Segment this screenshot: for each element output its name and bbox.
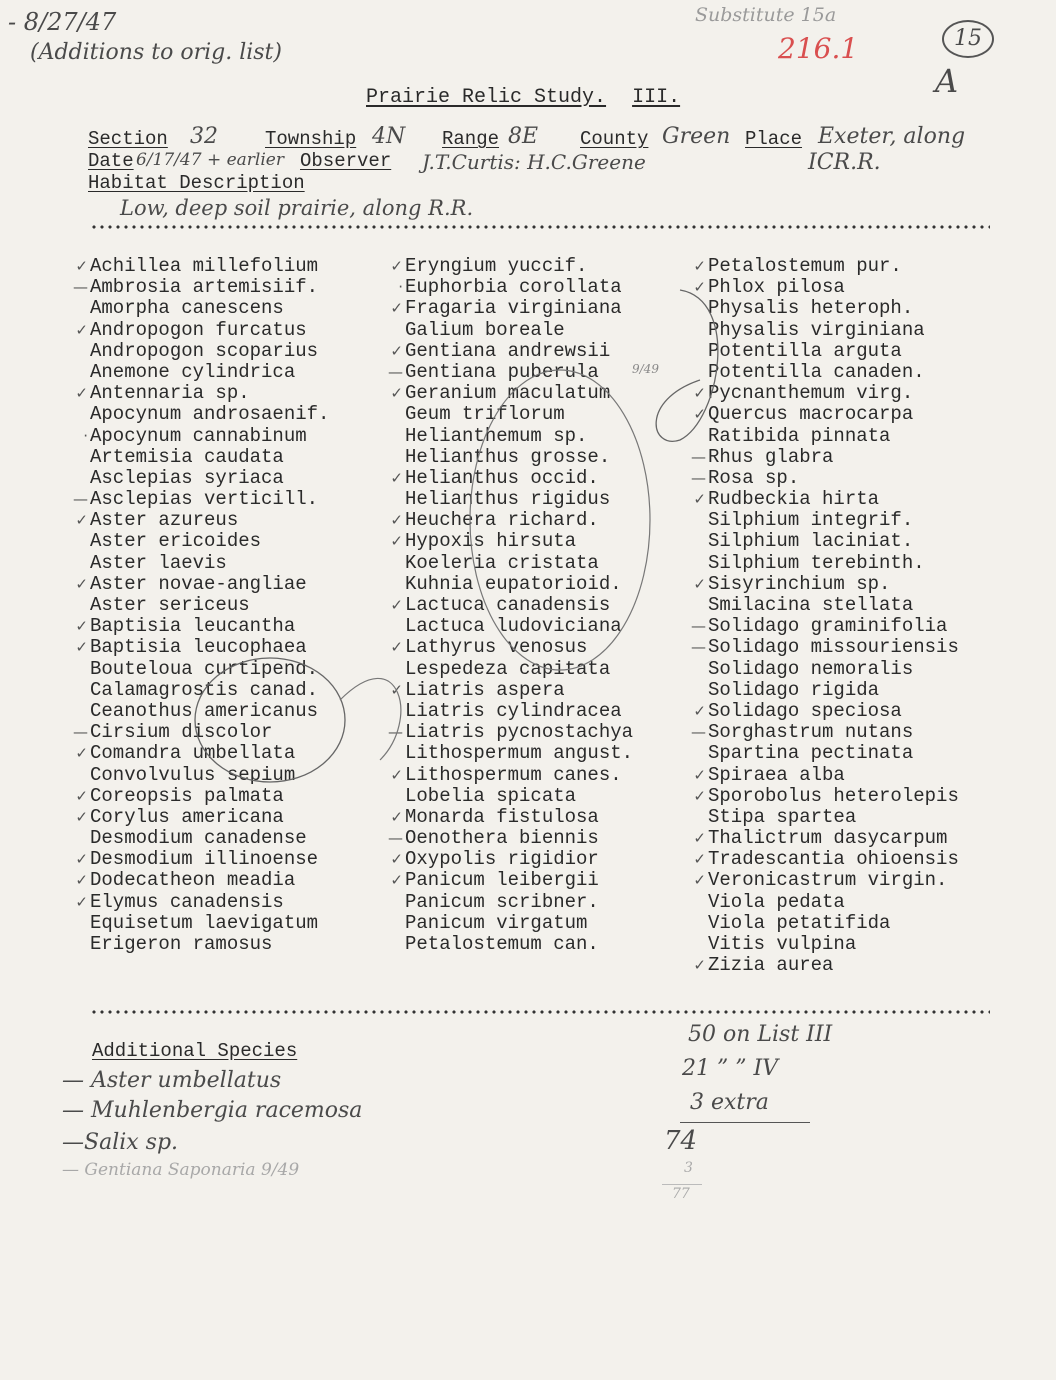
species-name: Solidago nemoralis: [708, 657, 914, 680]
species-row: [390, 297, 633, 320]
check-mark-icon: ✓: [390, 384, 403, 403]
species-name: Panicum virgatum: [405, 911, 588, 934]
check-mark-icon: ·: [398, 278, 403, 297]
species-row: [708, 510, 959, 531]
species-row: [90, 447, 329, 468]
species-row: [693, 572, 959, 595]
species-row: [693, 827, 959, 850]
title-text: Prairie Relic Study.: [366, 86, 607, 109]
species-row: [693, 784, 959, 807]
check-mark-icon: ✓: [390, 532, 403, 551]
species-name: Zizia aurea: [708, 954, 834, 977]
substitute-note: Substitute 15a: [695, 4, 837, 26]
species-name: Rhus glabra: [708, 445, 834, 468]
species-name: Aster ericoides: [90, 530, 262, 553]
species-row: [90, 934, 329, 955]
species-row: [693, 699, 959, 722]
species-row: [693, 763, 959, 786]
species-row: [693, 869, 959, 892]
species-row: [390, 466, 633, 489]
check-mark-icon: ✓: [75, 574, 88, 593]
check-mark-icon: ✓: [390, 596, 403, 614]
species-row: [405, 743, 633, 764]
species-name: Lespedeza capitata: [405, 657, 611, 680]
species-row: [75, 572, 329, 595]
species-name: Eryngium yuccif.: [405, 255, 588, 277]
tally-rule: [680, 1122, 810, 1123]
tally-line-2: 21 ” ” IV: [682, 1056, 779, 1081]
species-name: Petalostemum pur.: [708, 255, 902, 277]
species-row: [73, 721, 329, 744]
check-mark-icon: —: [691, 447, 706, 466]
page-title: [366, 86, 680, 109]
tally-line-3: 3 extra: [690, 1090, 769, 1115]
species-name: Comandra umbellata: [90, 742, 296, 765]
species-name: Liatris aspera: [405, 678, 565, 701]
species-name: Helianthus rigidus: [405, 488, 611, 511]
species-name: Sisyrinchium sp.: [708, 572, 891, 595]
species-row: [708, 680, 959, 701]
check-mark-icon: ✓: [75, 617, 88, 636]
species-column-3: [691, 255, 959, 977]
species-name: Desmodium illinoense: [90, 848, 319, 871]
species-row: [390, 530, 633, 553]
species-row: [90, 659, 329, 680]
species-row: [390, 763, 633, 786]
species-row: [75, 318, 329, 341]
species-name: Ceanothus americanus: [90, 699, 319, 722]
species-row: [708, 426, 959, 447]
divider-bottom: [90, 1010, 990, 1014]
species-name: Andropogon scoparius: [90, 339, 319, 362]
check-mark-icon: ✓: [390, 341, 403, 360]
species-name: Apocynum cannabinum: [90, 424, 307, 447]
township-value: 4N: [372, 124, 406, 149]
species-name: Rosa sp.: [708, 466, 800, 489]
additional-item: —Salix sp.: [62, 1130, 179, 1155]
observer-label: Observer: [300, 150, 392, 172]
species-name: Heuchera richard.: [405, 509, 599, 532]
species-name: Spartina pectinata: [708, 742, 914, 765]
species-name: Baptisia leucantha: [90, 615, 296, 638]
species-name: Cirsium discolor: [90, 721, 273, 744]
check-mark-icon: —: [388, 829, 403, 848]
check-mark-icon: —: [691, 468, 706, 487]
tally-small-add: 3: [684, 1160, 693, 1176]
species-row: [691, 615, 959, 638]
species-name: Geum triflorum: [405, 403, 565, 426]
check-mark-icon: ✓: [693, 384, 706, 403]
species-row: [90, 404, 329, 425]
species-row: [691, 466, 959, 489]
top-left-note: (Additions to orig. list): [30, 40, 282, 65]
species-row: [405, 913, 633, 934]
species-row: [405, 701, 633, 722]
species-row: [388, 721, 634, 744]
additional-item: — Aster umbellatus: [62, 1068, 282, 1093]
species-row: [73, 276, 329, 299]
species-name: Solidago missouriensis: [708, 636, 959, 659]
species-name: Antennaria sp.: [90, 382, 250, 405]
check-mark-icon: —: [73, 723, 88, 742]
species-row: [693, 276, 959, 299]
species-name: Helianthemum sp.: [405, 424, 588, 447]
species-row: [75, 742, 329, 765]
species-row: [708, 298, 959, 319]
county-value: Green: [662, 124, 731, 149]
species-name: Lithospermum angust.: [405, 742, 634, 765]
species-row: [405, 426, 633, 447]
species-row: [75, 848, 329, 871]
habitat-value: Low, deep soil prairie, along R.R.: [120, 196, 474, 220]
species-name: Quercus macrocarpa: [708, 403, 914, 426]
species-name: Sorghastrum nutans: [708, 721, 914, 744]
species-row: [405, 892, 633, 913]
check-mark-icon: ✓: [75, 638, 88, 657]
habitat-label: Habitat Description: [88, 172, 305, 194]
species-row: [693, 848, 959, 871]
species-row: [693, 255, 959, 277]
species-name: Solidago speciosa: [708, 699, 902, 722]
species-name: Gentiana andrewsii: [405, 339, 611, 362]
species-row: [75, 890, 329, 913]
species-row: [405, 404, 633, 425]
species-name: Potentilla arguta: [708, 339, 902, 362]
species-name: Galium boreale: [405, 318, 565, 341]
species-row: [90, 913, 329, 934]
species-name: Baptisia leucophaea: [90, 636, 307, 659]
species-row: [390, 509, 633, 532]
species-row: [90, 531, 329, 552]
species-column-1: [73, 255, 330, 955]
check-mark-icon: —: [691, 617, 706, 636]
check-mark-icon: ✓: [693, 956, 706, 975]
species-name: Coreopsis palmata: [90, 784, 284, 807]
top-left-date: - 8/27/47: [8, 8, 117, 36]
check-mark-icon: —: [73, 490, 88, 509]
species-row: [708, 743, 959, 764]
species-row: [83, 424, 329, 447]
species-name: Lithospermum canes.: [405, 763, 622, 786]
species-row: [390, 678, 633, 701]
species-row: [405, 553, 633, 574]
species-row: [90, 765, 329, 786]
species-name: Lactuca canadensis: [405, 594, 611, 616]
section-label: Section: [88, 128, 168, 150]
species-name: Helianthus grosse.: [405, 445, 611, 468]
check-mark-icon: ✓: [390, 807, 403, 826]
species-name: Ratibida pinnata: [708, 424, 891, 447]
check-mark-icon: ✓: [75, 892, 88, 911]
gentiana-margin-date: 9/49: [632, 362, 659, 376]
tally-small-rule: [662, 1184, 702, 1185]
species-row: [405, 616, 633, 637]
check-mark-icon: —: [388, 723, 403, 742]
species-row: [405, 659, 633, 680]
species-name: Bouteloua curtipend.: [90, 657, 319, 680]
species-name: Spiraea alba: [708, 763, 845, 786]
species-row: [405, 574, 633, 595]
additional-item: — Gentiana Saponaria 9/49: [62, 1160, 300, 1180]
check-mark-icon: ✓: [693, 829, 706, 848]
species-name: Desmodium canadense: [90, 827, 307, 850]
species-name: Helianthus occid.: [405, 466, 599, 489]
species-name: Physalis heteroph.: [708, 297, 914, 320]
species-name: Physalis virginiana: [708, 318, 925, 341]
species-row: [390, 869, 633, 892]
species-row: [708, 934, 959, 955]
species-name: Silphium laciniat.: [708, 530, 914, 553]
species-name: Ambrosia artemisiif.: [90, 276, 319, 299]
observer-value: J.T.Curtis: H.C.Greene: [422, 150, 646, 174]
divider-top: [90, 225, 990, 229]
species-name: Convolvulus sepium: [90, 763, 296, 786]
species-row: [73, 488, 329, 511]
species-name: Aster novae-angliae: [90, 572, 307, 595]
species-name: Stipa spartea: [708, 805, 857, 828]
species-name: Solidago rigida: [708, 678, 880, 701]
species-row: [398, 276, 633, 299]
check-mark-icon: —: [388, 362, 403, 381]
species-row: [90, 680, 329, 701]
species-name: Solidago graminifolia: [708, 615, 948, 638]
species-name: Kuhnia eupatorioid.: [405, 572, 622, 595]
check-mark-icon: —: [73, 278, 88, 297]
check-mark-icon: ✓: [75, 511, 88, 530]
range-value: 8E: [508, 124, 539, 149]
tally-line-1: 50 on List III: [688, 1022, 833, 1047]
species-name: Aster sericeus: [90, 594, 250, 616]
check-mark-icon: ✓: [693, 278, 706, 297]
check-mark-icon: —: [691, 638, 706, 657]
species-row: [75, 869, 329, 892]
species-column-2: [388, 255, 634, 955]
species-name: Liatris cylindracea: [405, 699, 622, 722]
place-label: Place: [745, 128, 803, 150]
species-row: [75, 615, 329, 638]
species-name: Silphium terebinth.: [708, 551, 925, 574]
species-row: [708, 913, 959, 934]
species-name: Smilacina stellata: [708, 594, 914, 616]
species-name: Amorpha canescens: [90, 297, 284, 320]
check-mark-icon: ✓: [390, 299, 403, 318]
species-name: Aster azureus: [90, 509, 239, 532]
check-mark-icon: ✓: [693, 786, 706, 805]
species-name: Oenothera biennis: [405, 827, 599, 850]
circled-number-text: 15: [954, 26, 982, 51]
species-name: Veronicastrum virgin.: [708, 869, 948, 892]
species-name: Liatris pycnostachya: [405, 721, 634, 744]
species-name: Thalictrum dasycarpum: [708, 827, 948, 850]
species-row: [708, 320, 959, 341]
check-mark-icon: ✓: [390, 680, 403, 699]
species-row: [90, 341, 329, 362]
check-mark-icon: ✓: [75, 850, 88, 869]
species-row: [390, 382, 633, 405]
check-mark-icon: ✓: [693, 257, 706, 275]
species-row: [708, 659, 959, 680]
species-row: [691, 636, 959, 659]
species-row: [90, 362, 329, 383]
species-row: [693, 954, 959, 977]
species-name: Panicum leibergii: [405, 869, 599, 892]
species-row: [75, 636, 329, 659]
species-row: [390, 848, 633, 871]
section-value: 32: [190, 124, 218, 149]
date-label: Date: [88, 150, 134, 172]
species-row: [90, 553, 329, 574]
additional-item: — Muhlenbergia racemosa: [62, 1098, 363, 1123]
species-name: Sporobolus heterolepis: [708, 784, 959, 807]
species-name: Euphorbia corollata: [405, 276, 622, 299]
species-name: Lactuca ludoviciana: [405, 615, 622, 638]
tally-small-total: 77: [672, 1186, 690, 1202]
species-row: [90, 298, 329, 319]
species-name: Viola pedata: [708, 890, 845, 913]
check-mark-icon: ✓: [75, 786, 88, 805]
township-label: Township: [265, 128, 357, 150]
species-name: Asclepias syriaca: [90, 466, 284, 489]
species-row: [708, 595, 959, 616]
check-mark-icon: ✓: [693, 765, 706, 784]
species-row: [693, 403, 959, 426]
check-mark-icon: ✓: [693, 850, 706, 869]
species-name: Apocynum androsaenif.: [90, 403, 330, 426]
species-row: [708, 362, 959, 383]
species-row: [708, 553, 959, 574]
species-name: Anemone cylindrica: [90, 360, 296, 383]
species-name: Viola petatifida: [708, 911, 891, 934]
check-mark-icon: ✓: [390, 638, 403, 657]
species-row: [691, 721, 959, 744]
place-value-1: Exeter, along: [818, 124, 966, 149]
check-mark-icon: ✓: [75, 807, 88, 826]
county-label: County: [580, 128, 649, 150]
species-row: [405, 320, 633, 341]
species-name: Pycnanthemum virg.: [708, 382, 914, 405]
title-number: III.: [632, 86, 681, 109]
species-row: [75, 805, 329, 828]
species-name: Elymus canadensis: [90, 890, 284, 913]
species-row: [708, 341, 959, 362]
species-name: Koeleria cristata: [405, 551, 599, 574]
check-mark-icon: ✓: [75, 257, 88, 275]
date-value: 6/17/47 + earlier: [136, 150, 284, 170]
species-name: Tradescantia ohioensis: [708, 848, 959, 871]
species-row: [708, 531, 959, 552]
species-name: Calamagrostis canad.: [90, 678, 319, 701]
species-row: [75, 509, 329, 532]
species-row: [405, 786, 633, 807]
species-row: [390, 636, 633, 659]
species-name: Dodecatheon meadia: [90, 869, 296, 892]
species-row: [405, 489, 633, 510]
species-name: Corylus americana: [90, 805, 284, 828]
check-mark-icon: ✓: [693, 701, 706, 720]
circled-number: [942, 20, 994, 58]
species-name: Equisetum laevigatum: [90, 911, 319, 934]
check-mark-icon: ✓: [75, 744, 88, 763]
species-row: [390, 339, 633, 362]
species-row: [388, 827, 633, 850]
tally-total: 74: [664, 1126, 698, 1156]
species-name: Potentilla canaden.: [708, 360, 925, 383]
species-name: Andropogon furcatus: [90, 318, 307, 341]
check-mark-icon: ✓: [75, 384, 88, 403]
species-row: [708, 807, 959, 828]
additional-species-label: Additional Species: [92, 1040, 298, 1062]
species-row: [390, 255, 633, 277]
species-name: Panicum scribner.: [405, 890, 599, 913]
species-name: Monarda fistulosa: [405, 805, 599, 828]
species-name: Erigeron ramosus: [90, 933, 273, 955]
range-label: Range: [442, 128, 500, 150]
species-row: [691, 445, 959, 468]
species-name: Silphium integrif.: [708, 509, 914, 532]
red-number: 216.1: [778, 32, 859, 65]
species-name: Vitis vulpina: [708, 933, 857, 955]
species-name: Lobelia spicata: [405, 784, 577, 807]
species-row: [693, 488, 959, 511]
species-name: Oxypolis rigidior: [405, 848, 599, 871]
check-mark-icon: ·: [83, 426, 88, 445]
species-name: Geranium maculatum: [405, 382, 611, 405]
species-name: Aster laevis: [90, 551, 227, 574]
species-row: [390, 594, 633, 616]
check-mark-icon: ✓: [75, 871, 88, 890]
species-row: [405, 447, 633, 468]
species-name: Achillea millefolium: [90, 255, 319, 277]
species-name: Fragaria virginiana: [405, 297, 622, 320]
species-row: [90, 701, 329, 722]
species-name: Gentiana puberula: [405, 360, 599, 383]
letter-a: A: [935, 62, 959, 100]
species-name: Lathyrus venosus: [405, 636, 588, 659]
species-row: [90, 828, 329, 849]
check-mark-icon: ✓: [390, 871, 403, 890]
species-row: [75, 382, 329, 405]
species-row: [388, 360, 633, 383]
check-mark-icon: ✓: [390, 257, 403, 275]
species-name: Asclepias verticill.: [90, 488, 319, 511]
check-mark-icon: —: [691, 723, 706, 742]
species-row: [90, 468, 329, 489]
species-row: [693, 382, 959, 405]
species-row: [90, 595, 329, 616]
check-mark-icon: ✓: [390, 511, 403, 530]
check-mark-icon: ✓: [693, 490, 706, 509]
check-mark-icon: ✓: [390, 765, 403, 784]
species-name: Phlox pilosa: [708, 276, 845, 299]
species-row: [708, 892, 959, 913]
species-row: [405, 934, 633, 955]
species-name: Artemisia caudata: [90, 445, 284, 468]
check-mark-icon: ✓: [75, 320, 88, 339]
species-name: Rudbeckia hirta: [708, 488, 880, 511]
check-mark-icon: ✓: [693, 871, 706, 890]
species-row: [75, 784, 329, 807]
check-mark-icon: ✓: [693, 574, 706, 593]
species-row: [390, 805, 633, 828]
check-mark-icon: ✓: [693, 405, 706, 424]
place-value-2: ICR.R.: [808, 150, 881, 175]
species-name: Hypoxis hirsuta: [405, 530, 577, 553]
check-mark-icon: ✓: [390, 468, 403, 487]
species-name: Petalostemum can.: [405, 933, 599, 955]
check-mark-icon: ✓: [390, 850, 403, 869]
species-row: [75, 255, 329, 277]
